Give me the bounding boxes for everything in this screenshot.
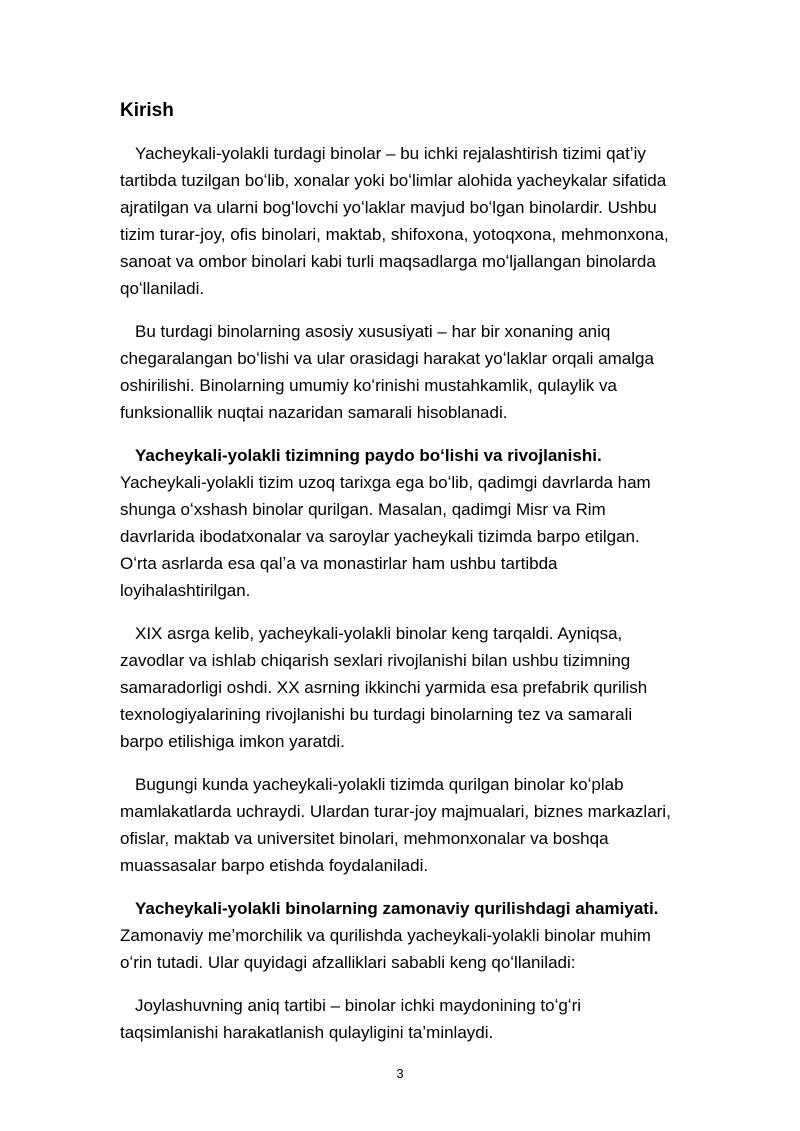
paragraph	[120, 140, 680, 302]
paragraph	[120, 895, 680, 976]
paragraph-text: Bu turdagi binolarning asosiy xususiyati – har bir xonaning aniq chegaralangan boʻlishi va ular orasidagi harakat yoʻlaklar orqali amalga oshirilishi. Binolarning umumiy koʻrinishi mustahkamlik, qulaylik va funksionallik nuqtai nazaridan samarali hisoblanadi.	[120, 322, 654, 422]
section-heading: Kirish	[120, 100, 174, 121]
paragraph-lead: Yacheykali-yolakli tizimning paydo boʻlishi va rivojlanishi.	[135, 446, 602, 465]
paragraph	[120, 442, 680, 604]
paragraph-text: Yacheykali-yolakli tizim uzoq tarixga ega boʻlib, qadimgi davrlarda ham shunga oʻxshash binolar qurilgan. Masalan, qadimgi Misr va Rim davrlarida ibodatxonalar va saroylar yacheykali tizimda barpo etilgan. Oʻrta asrlarda esa qalʼa va monastirlar ham ushbu tartibda loyihalashtirilgan.	[120, 473, 651, 600]
paragraph-text: Zamonaviy meʼmorchilik va qurilishda yacheykali-yolakli binolar muhim oʻrin tutadi. Ular quyidagi afzalliklari sababli keng qoʻllaniladi:	[120, 926, 651, 972]
paragraph	[120, 318, 680, 426]
paragraph-lead: Yacheykali-yolakli binolarning zamonaviy qurilishdagi ahamiyati.	[135, 899, 659, 918]
paragraph-text: Bugungi kunda yacheykali-yolakli tizimda qurilgan binolar koʻplab mamlakatlarda uchraydi. Ulardan turar-joy majmualari, biznes markazlari, ofislar, maktab va universitet binolari, mehmonxonalar va boshqa muassasalar barpo etishda foydalaniladi.	[120, 775, 671, 875]
page-number: 3	[396, 1066, 404, 1081]
paragraph-text: Yacheykali-yolakli turdagi binolar – bu ichki rejalashtirish tizimi qatʼiy tartibda tuzilgan boʻlib, xonalar yoki boʻlimlar alohida yacheykalar sifatida ajratilgan va ularni bogʻlovchi yoʻlaklar mavjud boʻlgan binolardir. Ushbu tizim turar-joy, ofis binolari, maktab, shifoxona, yotoqxona, mehmonxona, sanoat va ombor binolari kabi turli maqsadlarga moʻljallangan binolarda qoʻllaniladi.	[120, 144, 669, 298]
paragraph-text: Joylashuvning aniq tartibi – binolar ichki maydonining toʻgʻri taqsimlanishi harakatlanish qulayligini taʼminlaydi.	[120, 996, 582, 1042]
document-body	[120, 96, 680, 1062]
paragraph	[120, 992, 680, 1046]
paragraph-text: XIX asrga kelib, yacheykali-yolakli binolar keng tarqaldi. Ayniqsa, zavodlar va ishlab chiqarish sexlari rivojlanishi bilan ushbu tizimning samaradorligi oshdi. XX asrning ikkinchi yarmida esa prefabrik qurilish texnologiyalarining rivojlanishi bu turdagi binolarning tez va samarali barpo etilishiga imkon yaratdi.	[120, 624, 648, 751]
paragraph	[120, 771, 680, 879]
paragraph	[120, 620, 680, 755]
